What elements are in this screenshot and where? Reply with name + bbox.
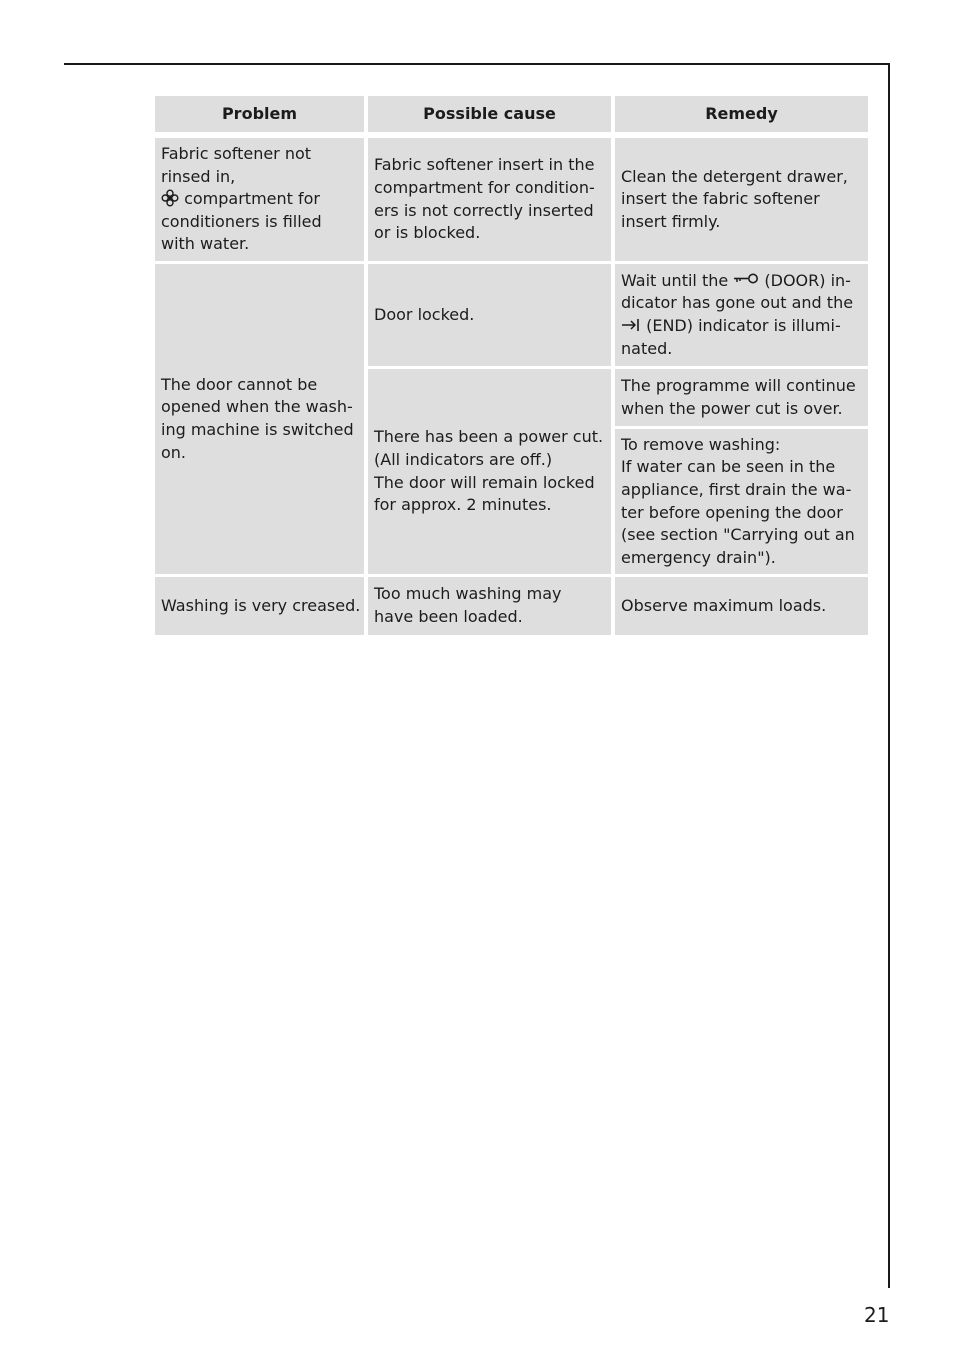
right-rule [888,63,890,1288]
problem-cell: Fabric softener not rinsed in, compartment for conditioners is filled with water. [155,138,364,261]
table-row [155,138,868,261]
remedy-cell: Clean the detergent drawer, insert the fabric softener insert firmly. [615,138,868,261]
problem-cell: The door cannot be opened when the wash- ing machine is switched on. [155,264,364,574]
header-possible-cause: Possible cause [368,96,611,132]
header-problem: Problem [155,96,364,132]
cause-cell: Door locked. [368,264,611,366]
table-header-row [155,96,868,132]
header-remedy: Remedy [615,96,868,132]
cause-cell: There has been a power cut. (All indicators are off.) The door will remain locked for approx. 2 minutes. [368,369,611,574]
top-rule [64,63,890,65]
problem-cell: Washing is very creased. [155,577,364,635]
remedy-cell: Wait until the (DOOR) in- dicator has gone out and the (END) indicator is illumi- nated. [615,264,868,366]
table-row [155,264,868,366]
remedy-cell: Observe maximum loads. [615,577,868,635]
remedy-cell: The programme will continue when the power cut is over. [615,369,868,426]
end-icon [621,315,641,338]
remedy-cell: To remove washing: If water can be seen in the appliance, first drain the wa- ter before opening the door (see section "Carrying out an emergency drain"). [615,429,868,574]
table-row [155,577,868,635]
page-number: 21 [864,1303,890,1327]
flower-icon [161,188,179,211]
cause-cell: Fabric softener insert in the compartment for condition- ers is not correctly inserted or is blocked. [368,138,611,261]
cause-cell: Too much washing may have been loaded. [368,577,611,635]
troubleshooting-table [151,93,872,638]
key-icon [733,270,759,293]
